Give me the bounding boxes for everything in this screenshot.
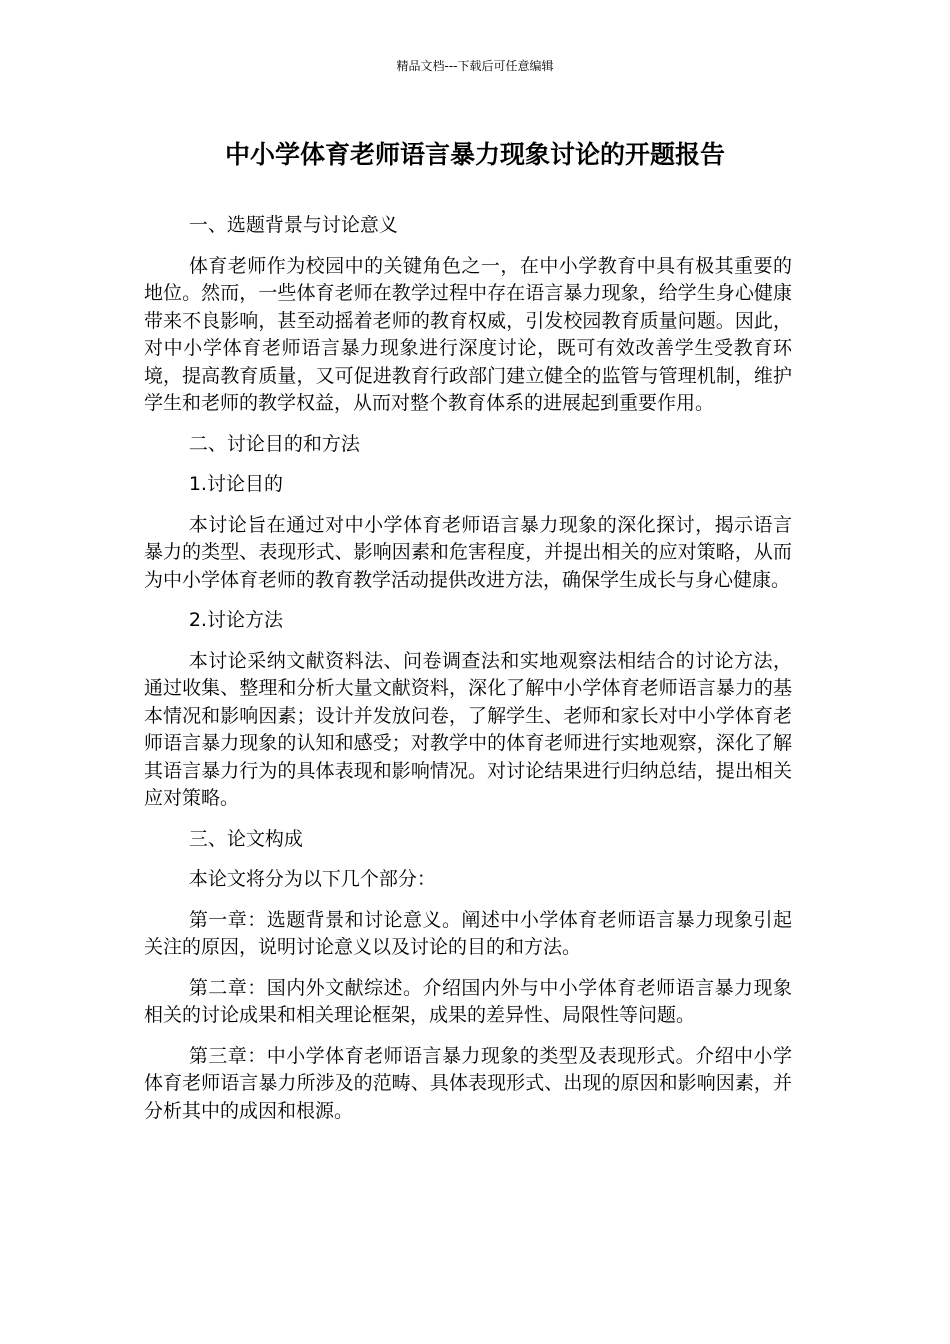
section-heading-1: 一、选题背景与讨论意义 [188, 214, 398, 236]
structure-intro-paragraph: 本论文将分为以下几个部分： [188, 868, 436, 890]
subsection-heading-purpose: 1.讨论目的 [188, 473, 283, 495]
document-title: 中小学体育老师语言暴力现象讨论的开题报告 [224, 140, 725, 169]
subsection-heading-method: 2.讨论方法 [188, 609, 283, 631]
section-heading-2: 二、讨论目的和方法 [188, 432, 360, 455]
chapter-1-paragraph: 第一章：选题背景和讨论意义。阐述中小学体育老师语言暴力现象引起关注的原因，说明讨论意义以及讨论的目的和方法。 [144, 908, 792, 958]
document-body [144, 212, 792, 1138]
header-note: 精品文档---下载后可任意编辑 [396, 59, 554, 73]
chapter-3-paragraph: 第三章：中小学体育老师语言暴力现象的类型及表现形式。介绍中小学体育老师语言暴力所涉及的范畴、具体表现形式、出现的原因和影响因素，并分析其中的成因和根源。 [144, 1044, 792, 1122]
background-paragraph: 体育老师作为校园中的关键角色之一，在中小学教育中具有极其重要的地位。然而，一些体育老师在教学过程中存在语言暴力现象，给学生身心健康带来不良影响，甚至动摇着老师的教育权威，引发校园教育质量问题。因此，对中小学体育老师语言暴力现象进行深度讨论，既可有效改善学生受教育环境，提高教育质量，又可促进教育行政部门建立健全的监管与管理机制，维护学生和老师的教学权益，从而对整个教育体系的进展起到重要作用。 [144, 254, 792, 414]
purpose-paragraph: 本讨论旨在通过对中小学体育老师语言暴力现象的深化探讨，揭示语言暴力的类型、表现形式、影响因素和危害程度，并提出相关的应对策略，从而为中小学体育老师的教育教学活动提供改进方法，确保学生成长与身心健康。 [144, 513, 792, 591]
section-heading-3: 三、论文构成 [188, 827, 303, 850]
method-paragraph: 本讨论采纳文献资料法、问卷调查法和实地观察法相结合的讨论方法，通过收集、整理和分析大量文献资料，深化了解中小学体育老师语言暴力的基本情况和影响因素；设计并发放问卷，了解学生、老师和家长对中小学体育老师语言暴力现象的认知和感受；对教学中的体育老师进行实地观察，深化了解其语言暴力行为的具体表现和影响情况。对讨论结果进行归纳总结，提出相关应对策略。 [144, 649, 792, 809]
chapter-2-paragraph: 第二章：国内外文献综述。介绍国内外与中小学体育老师语言暴力现象相关的讨论成果和相关理论框架，成果的差异性、局限性等问题。 [144, 976, 792, 1026]
